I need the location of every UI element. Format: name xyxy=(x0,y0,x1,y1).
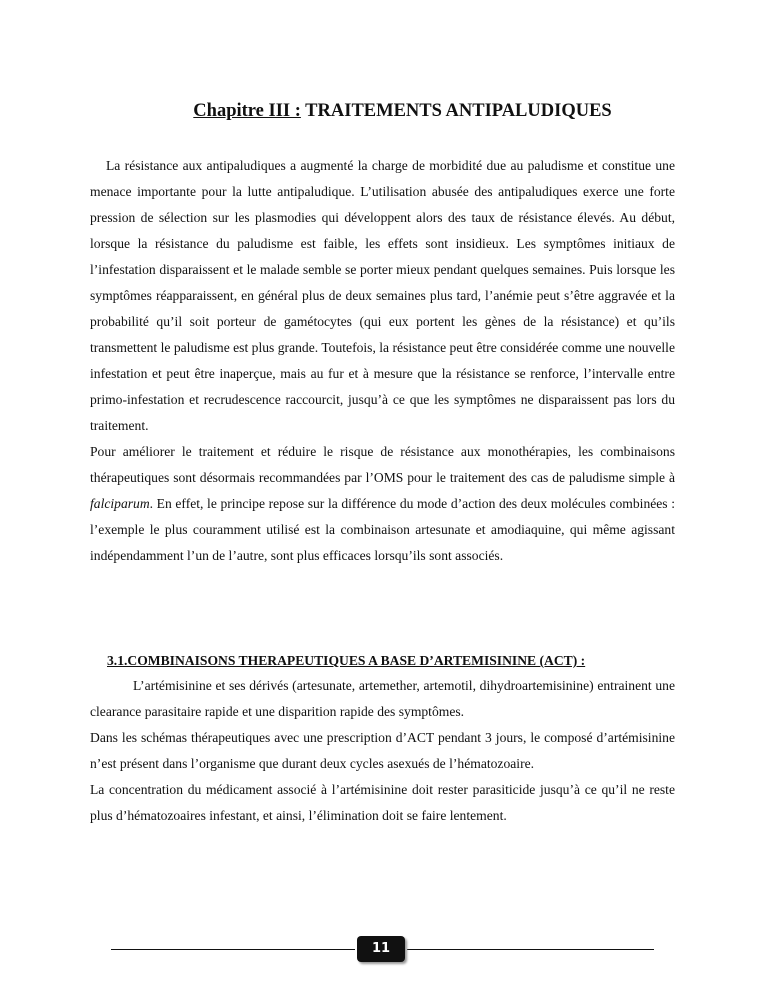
page-number: 11 xyxy=(357,936,405,962)
intro-paragraph-2 xyxy=(90,439,675,569)
chapter-label: Chapitre III : xyxy=(193,101,301,121)
chapter-title xyxy=(90,99,675,123)
section-paragraph-2: Dans les schémas thérapeutiques avec une prescription d’ACT pendant 3 jours, le composé d’artémisinine n’est présent dans l’organisme que durant deux cycles asexués de l’hématozoaire. xyxy=(90,730,675,771)
footer-rule-left xyxy=(111,949,355,950)
section-body xyxy=(90,673,675,829)
species-name: falciparum xyxy=(90,496,150,511)
intro-section xyxy=(90,153,675,569)
section-heading: 3.1.COMBINAISONS THERAPEUTIQUES A BASE D’ARTEMISININE (ACT) : xyxy=(107,653,586,668)
footer-rule-right xyxy=(407,949,654,950)
intro-paragraph-2-start: Pour améliorer le traitement et réduire le risque de résistance aux monothérapies, les combinaisons thérapeutiques sont désormais recommandées par l’OMS pour le traitement des cas de paludisme simple à xyxy=(90,444,675,485)
intro-paragraph-2-end: . En effet, le principe repose sur la différence du mode d’action des deux molécules combinées : l’exemple le plus couramment utilisé est la combinaison artesunate et amodiaquine, qui même agissant indépendamment l’un de l’autre, sont plus efficaces lorsqu’ils sont associés. xyxy=(90,496,675,563)
chapter-title-text: TRAITEMENTS ANTIPALUDIQUES xyxy=(300,101,612,121)
section-paragraph-3: La concentration du médicament associé à l’artémisinine doit rester parasiticide jusqu’à ce qu’il ne reste plus d’hématozoaires infestant, et ainsi, l’élimination doit se faire lentement. xyxy=(90,782,675,823)
section-paragraph-1: L’artémisinine et ses dérivés (artesunate, artemether, artemotil, dihydroartemisinine) entrainent une clearance parasitaire rapide et une disparition rapide des symptômes. xyxy=(90,678,675,719)
intro-paragraph-1: La résistance aux antipaludiques a augmenté la charge de morbidité due au paludisme et constitue une menace importante pour la lutte antipaludique. L’utilisation abusée des antipaludiques exerce une forte pression de sélection sur les plasmodies qui développent alors des taux de résistance élevés. Au début, lorsque la résistance du paludisme est faible, les effets sont insidieux. Les symptômes initiaux de l’infestation disparaissent et le malade semble se porter mieux pendant quelques semaines. Puis lorsque les symptômes réapparaissent, en général plus de deux semaines plus tard, l’anémie peut s’être aggravée et la probabilité qu’il soit porteur de gamétocytes (qui eux portent les gènes de la résistance) et qu’ils transmettent le paludisme est plus grande. Toutefois, la résistance peut être considérée comme une nouvelle infestation et peut être inaperçue, mais au fur et à mesure que la résistance se renforce, l’intervalle entre primo-infestation et recrudescence raccourcit, jusqu’à ce que les symptômes ne disparaissent pas lors du traitement. xyxy=(90,158,675,433)
